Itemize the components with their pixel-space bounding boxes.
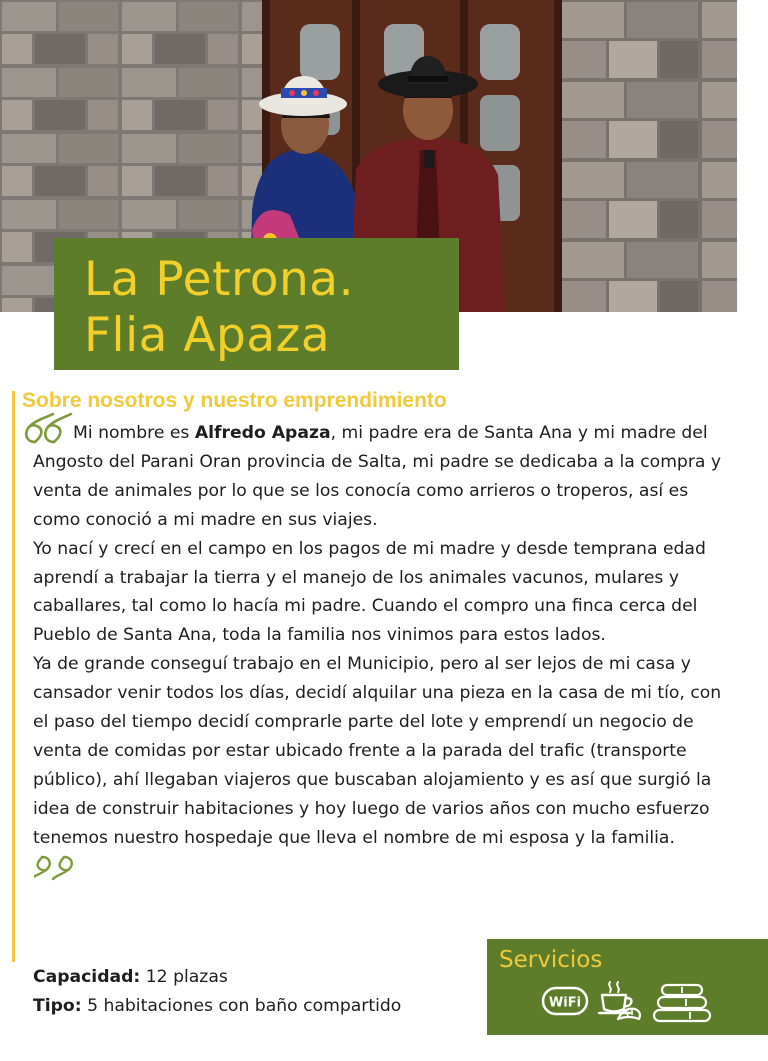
closing-quote-icon xyxy=(34,853,82,881)
type-value: 5 habitaciones con baño compartido xyxy=(81,996,402,1016)
story-paragraph-1 xyxy=(33,419,723,535)
lodging-details xyxy=(33,963,401,1021)
story-paragraph-3-text: Ya de grande conseguí trabajo en el Municipio, pero al ser lejos de mi casa y cansador venir todos los días, decidí alquilar una pieza en la casa de mi tío, con el paso del tiempo decidí comprarle parte del lote y emprendí un negocio de venta de comidas por estar ubicado frente a la parada del trafic (transporte público), ahí llegaban viajeros que buscaban alojamiento y es así que surgió la idea de construir habitaciones y hoy luego de varios años con mucho esfuerzo tenemos nuestro hospedaje que lleva el nombre de mi esposa y la familia. xyxy=(33,654,722,848)
capacity-value: 12 plazas xyxy=(140,967,228,987)
page-title-line-1: La Petrona. xyxy=(84,252,355,307)
linens-icon xyxy=(652,983,712,1023)
type-label: Tipo: xyxy=(33,996,82,1016)
story-text xyxy=(33,419,723,885)
story-paragraph-3 xyxy=(33,650,723,884)
capacity-label: Capacidad: xyxy=(33,967,141,987)
services-box xyxy=(487,939,768,1035)
type-row xyxy=(33,992,401,1021)
section-heading: Sobre nosotros y nuestro emprendimiento xyxy=(22,389,447,412)
owner-name: Alfredo Apaza xyxy=(194,423,331,443)
title-box xyxy=(54,238,459,370)
story-intro-text: Mi nombre es xyxy=(73,423,195,443)
breakfast-icon xyxy=(597,980,643,1022)
accent-bar xyxy=(12,391,15,962)
story-paragraph-1-rest: , mi padre era de Santa Ana y mi madre del Angosto del Parani Oran provincia de Salta, mi padre se dedicaba a la compra y venta de animales por lo que se los conocía como arrieros o troperos, así es como conoció a mi madre en sus viajes. xyxy=(33,423,722,530)
story-paragraph-2: Yo nací y crecí en el campo en los pagos de mi madre y desde temprana edad aprendí a trabajar la tierra y el manejo de los animales vacunos, mulares y caballares, tal como lo hacía mi padre. Cuando el compro una finca cerca del Pueblo de Santa Ana, toda la familia nos vinimos para estos lados. xyxy=(33,538,706,646)
wifi-icon xyxy=(541,986,589,1016)
capacity-row xyxy=(33,963,401,992)
services-title: Servicios xyxy=(499,947,603,973)
wifi-icon-text: WiFi xyxy=(548,995,582,1011)
page-title-line-2: Flia Apaza xyxy=(84,308,331,363)
